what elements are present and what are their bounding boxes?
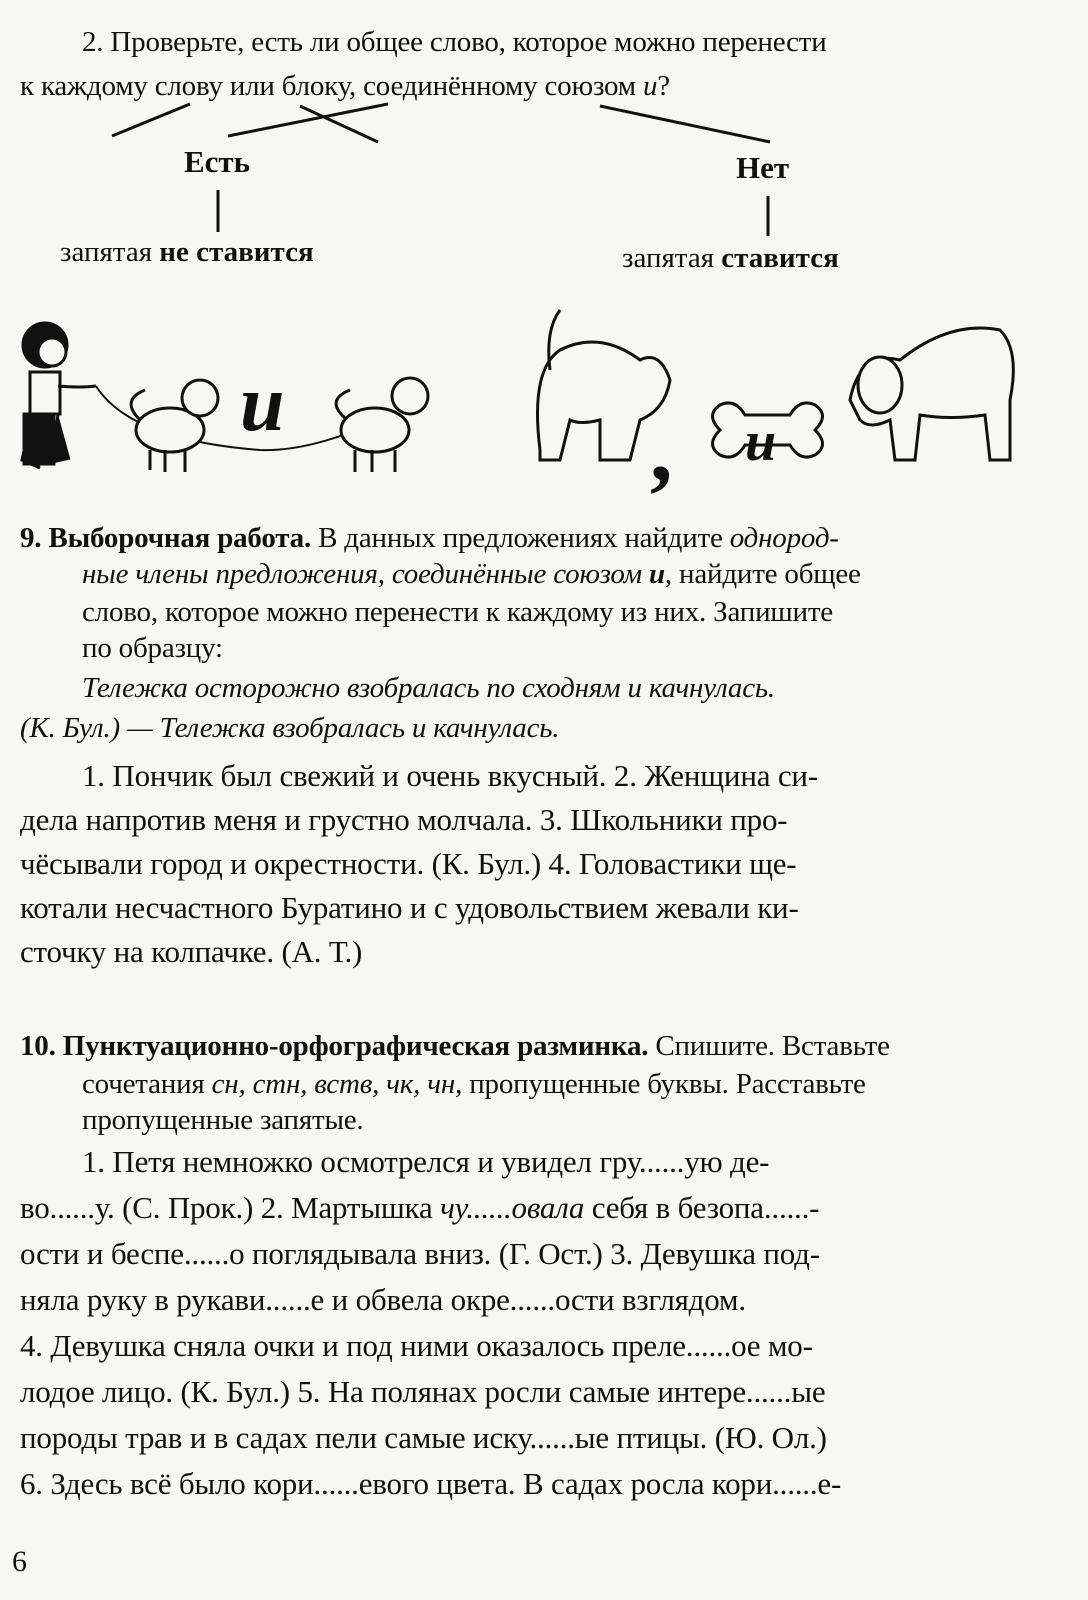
- illustration-boy-dogs-cat-dog: [0, 290, 1088, 510]
- big-dog: [850, 328, 1013, 460]
- conjunction-i-on-bone: и: [745, 411, 777, 473]
- exercise-title: Пунктуационно-орфографическая разминка.: [62, 1030, 649, 1062]
- yes-result: [60, 236, 314, 269]
- text: Спишите. Вставьте: [648, 1030, 890, 1062]
- exercise-number: 10.: [20, 1030, 56, 1062]
- exercise-9-line-3: слово, которое можно перенести к каждому из них. Запишите: [82, 596, 833, 628]
- small-dog-1: [131, 380, 218, 472]
- exercise-10-sentence-7: породы трав и в садах пели самые иску......ые птицы. (Ю. Ол.): [20, 1420, 827, 1455]
- text: , найдите общее: [664, 558, 861, 590]
- text-italic: однород-: [729, 522, 839, 554]
- exercise-9-sentence-3: чёсывали город и окрестности. (К. Бул.) 4. Головастики ще-: [20, 846, 797, 881]
- text-bold: ставится: [721, 242, 839, 274]
- text: 2. Проверьте, есть ли общее слово, которое можно перенести: [82, 26, 827, 58]
- text: во......у. (С. Прок.) 2. Мартышка: [20, 1190, 441, 1225]
- text: сочетания: [82, 1068, 212, 1100]
- text: пропущенные буквы. Расставьте: [462, 1068, 866, 1100]
- text-italic: чу......овала: [440, 1190, 585, 1225]
- conjunction-i-large: и: [240, 360, 285, 448]
- exercise-10-sentence-5: 4. Девушка сняла очки и под ними оказалось преле......ое мо-: [20, 1328, 813, 1363]
- exercise-number: 9.: [20, 522, 42, 554]
- conjunction-bold-italic: и: [648, 558, 665, 590]
- text: запятая: [60, 236, 160, 268]
- exercise-10-sentence-3: ости и беспе......о поглядывала вниз. (Г. Ост.) 3. Девушка под-: [20, 1236, 820, 1271]
- boy-figure: [22, 323, 96, 468]
- branch-no-label: Нет: [736, 150, 790, 185]
- page-number: 6: [12, 1545, 27, 1578]
- exercise-10-sentence-8: 6. Здесь всё было кори......евого цвета. В садах росла кори......е-: [20, 1466, 842, 1501]
- text-bold: не ставится: [159, 236, 314, 268]
- text-italic: ные члены предложения, соединённые союзом: [82, 558, 649, 590]
- exercise-title: Выборочная работа.: [48, 522, 312, 554]
- exercise-9-sentence-1: 1. Пончик был свежий и очень вкусный. 2. Женщина си-: [82, 758, 818, 793]
- exercise-9-sentence-4: котали несчастного Буратино и с удовольствием жевали ки-: [20, 890, 799, 925]
- comma-large: ,: [650, 401, 673, 500]
- exercise-10-line-2: [82, 1064, 1088, 1104]
- example-line-1: Тележка осторожно взобралась по сходням и качнулась.: [82, 672, 775, 704]
- text: В данных предложениях найдите: [311, 522, 730, 554]
- no-result: [622, 242, 839, 275]
- branch-yes-label: Есть: [184, 144, 251, 179]
- exercise-10-sentence-4: няла руку в рукави......е и обвела окре......ости взглядом.: [20, 1282, 746, 1317]
- text: ?: [657, 70, 670, 102]
- exercise-9-sentence-5: сточку на колпачке. (А. Т.): [20, 934, 363, 969]
- exercise-9-line-4: по образцу:: [82, 632, 223, 664]
- small-dog-2: [336, 378, 428, 472]
- exercise-10-sentence-1: 1. Петя немножко осмотрелся и увидел гру......ую де-: [82, 1144, 770, 1179]
- example-line-2: (К. Бул.) — Тележка взобралась и качнулась.: [20, 712, 560, 744]
- text: к каждому слову или блоку, соединённому союзом: [20, 70, 643, 102]
- exercise-9-line-1: [20, 518, 1050, 558]
- exercise-10-line-1: [20, 1026, 1050, 1066]
- text: себя в безопа......-: [584, 1190, 820, 1225]
- conjunction-italic: и: [642, 70, 658, 102]
- text: запятая: [622, 242, 722, 274]
- exercise-10-sentence-6: лодое лицо. (К. Бул.) 5. На полянах росли самые интере......ые: [20, 1374, 826, 1409]
- exercise-10-line-3: пропущенные запятые.: [82, 1104, 364, 1136]
- decision-diagram-arrows: [0, 0, 1088, 260]
- exercise-9-line-2: [82, 554, 1088, 594]
- exercise-10-sentence-2: [20, 1188, 1050, 1228]
- exercise-9-sentence-2: дела напротив меня и грустно молчала. 3. Школьники про-: [20, 802, 788, 837]
- letter-combinations-italic: сн, стн, вств, чк, чн,: [211, 1068, 463, 1100]
